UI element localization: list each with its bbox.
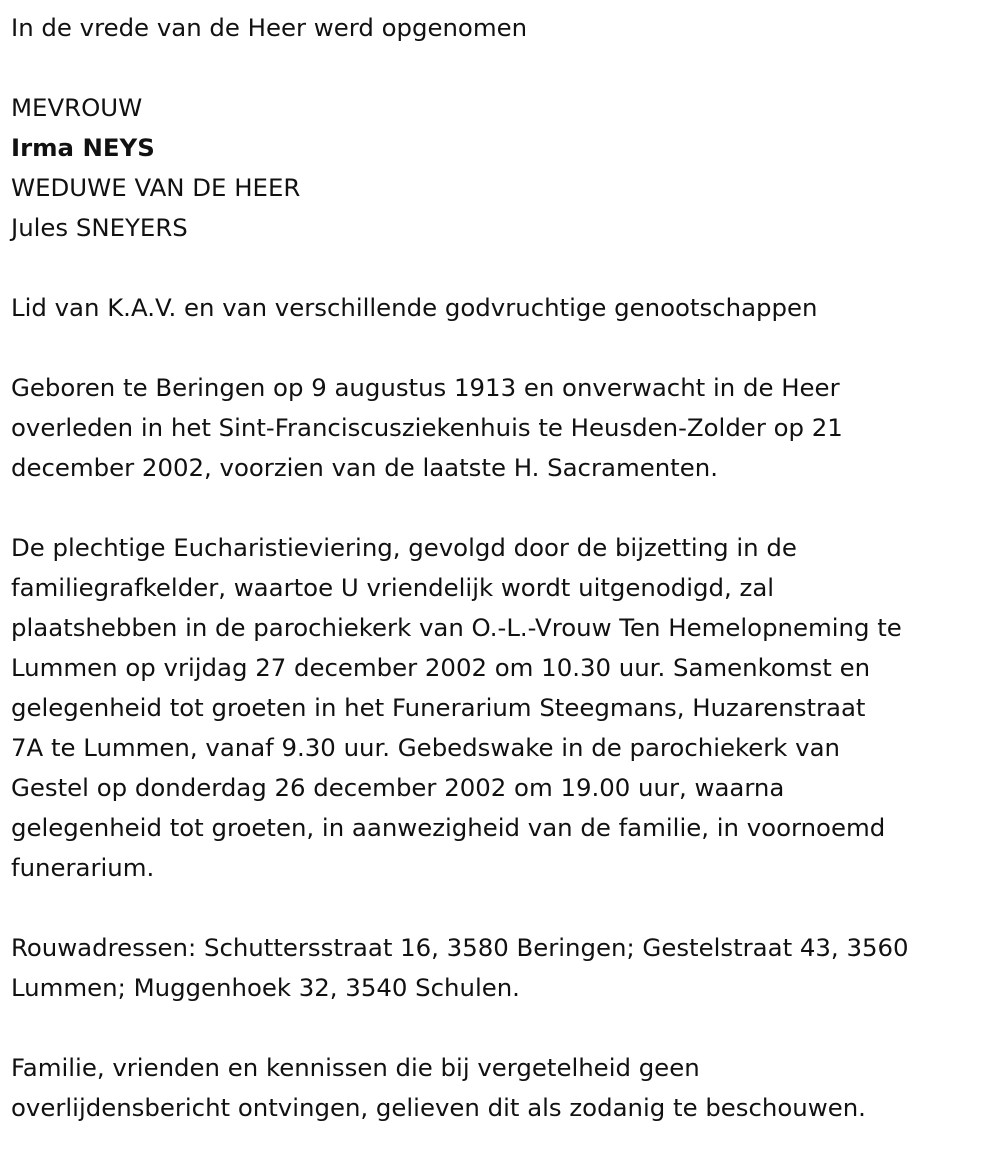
paragraph-line: december 2002, voorzien van de laatste H. Sacramenten.: [11, 453, 718, 482]
paragraph-line: overlijdensbericht ontvingen, gelieven dit als zodanig te beschouwen.: [11, 1093, 866, 1122]
spacer: [11, 1008, 996, 1048]
spacer: [11, 248, 996, 288]
paragraph-line: Gestel op donderdag 26 december 2002 om 19.00 uur, waarna: [11, 773, 785, 802]
closing-paragraph: [11, 1048, 996, 1128]
ceremony-paragraph: [11, 528, 996, 888]
paragraph-line: Familie, vrienden en kennissen die bij vergetelheid geen: [11, 1053, 700, 1082]
paragraph-line: Lummen op vrijdag 27 december 2002 om 10.30 uur. Samenkomst en: [11, 653, 871, 682]
spacer: [11, 888, 996, 928]
death-notice: [11, 8, 996, 1128]
paragraph-line: gelegenheid tot groeten, in aanwezigheid van de familie, in voornoemd: [11, 813, 886, 842]
paragraph-line: 7A te Lummen, vanaf 9.30 uur. Gebedswake in de parochiekerk van: [11, 733, 841, 762]
paragraph-line: Geboren te Beringen op 9 augustus 1913 en onverwacht in de Heer: [11, 373, 840, 402]
paragraph-line: Lummen; Muggenhoek 32, 3540 Schulen.: [11, 973, 520, 1002]
spouse-name: Jules SNEYERS: [11, 213, 188, 242]
paragraph-line: De plechtige Eucharistieviering, gevolgd door de bijzetting in de: [11, 533, 797, 562]
paragraph-line: familiegrafkelder, waartoe U vriendelijk wordt uitgenodigd, zal: [11, 573, 775, 602]
spacer: [11, 488, 996, 528]
spacer: [11, 328, 996, 368]
paragraph-line: gelegenheid tot groeten in het Funerarium Steegmans, Huzarenstraat: [11, 693, 866, 722]
membership-line: Lid van K.A.V. en van verschillende godvruchtige genootschappen: [11, 293, 818, 322]
paragraph-line: funerarium.: [11, 853, 155, 882]
widow-line: WEDUWE VAN DE HEER: [11, 173, 301, 202]
paragraph-line: plaatshebben in de parochiekerk van O.-L.-Vrouw Ten Hemelopneming te: [11, 613, 902, 642]
deceased-name: Irma NEYS: [11, 133, 155, 162]
birth-death-paragraph: [11, 368, 996, 488]
addresses-paragraph: [11, 928, 996, 1008]
title-line: MEVROUW: [11, 93, 143, 122]
paragraph-line: Rouwadressen: Schuttersstraat 16, 3580 Beringen; Gestelstraat 43, 3560: [11, 933, 909, 962]
intro-line: In de vrede van de Heer werd opgenomen: [11, 13, 528, 42]
paragraph-line: overleden in het Sint-Franciscusziekenhuis te Heusden-Zolder op 21: [11, 413, 843, 442]
spacer: [11, 48, 996, 88]
